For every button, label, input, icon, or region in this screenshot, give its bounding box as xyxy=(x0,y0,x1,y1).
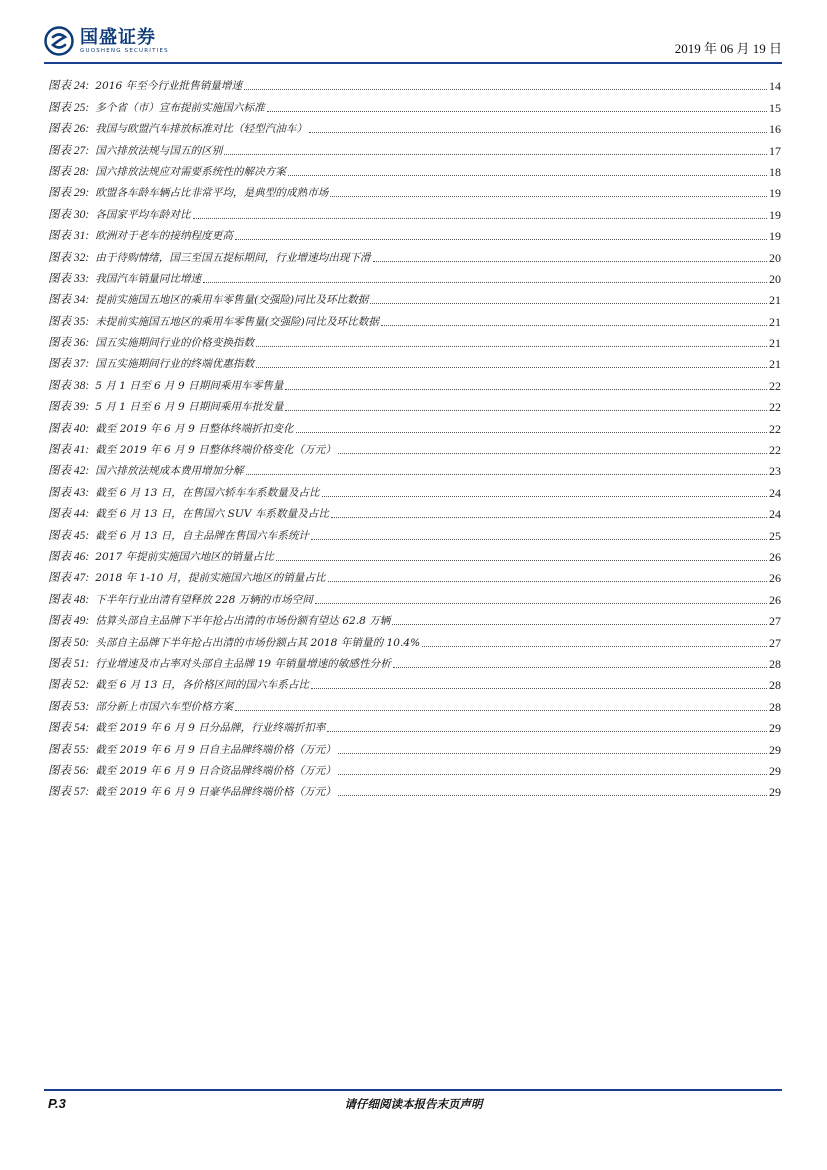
toc-entry-title: 截至 2019 年 6 月 9 日整体终端价格变化（万元） xyxy=(95,444,336,457)
toc-entry[interactable] xyxy=(48,586,781,607)
toc-entry-page: 20 xyxy=(769,271,781,286)
toc-entry[interactable] xyxy=(48,244,781,265)
toc-entry-page: 25 xyxy=(769,528,781,543)
toc-entry-label: 图表 29: xyxy=(48,187,90,200)
toc-entry-label: 图表 31: xyxy=(48,230,90,243)
toc-dot-leader xyxy=(330,195,767,197)
toc-entry-page: 22 xyxy=(769,378,781,393)
toc-entry[interactable] xyxy=(48,94,781,115)
toc-dot-leader xyxy=(381,324,767,326)
toc-entry[interactable] xyxy=(48,308,781,329)
toc-entry[interactable] xyxy=(48,715,781,736)
toc-entry[interactable] xyxy=(48,608,781,629)
toc-entry[interactable] xyxy=(48,458,781,479)
toc-dot-leader xyxy=(331,516,767,518)
disclaimer-notice: 请仔细阅读本报告末页声明 xyxy=(344,1097,483,1111)
toc-entry-label: 图表 32: xyxy=(48,251,90,264)
toc-entry-page: 22 xyxy=(769,421,781,436)
page-header xyxy=(44,22,782,62)
toc-entry-label: 图表 37: xyxy=(48,358,90,371)
toc-entry-title: 下半年行业出清有望释放 228 万辆的市场空间 xyxy=(95,593,313,606)
toc-entry-page: 27 xyxy=(769,635,781,650)
toc-entry-page: 23 xyxy=(769,464,781,479)
toc-entry-label: 图表 53: xyxy=(48,700,90,713)
toc-entry-page: 16 xyxy=(769,122,781,137)
guosheng-logo-icon xyxy=(44,26,74,56)
toc-entry-label: 图表 30: xyxy=(48,208,90,221)
toc-entry-page: 29 xyxy=(769,742,781,757)
toc-entry-title: 截至 6 月 13 日，各价格区间的国六车系占比 xyxy=(95,679,310,692)
toc-entry[interactable] xyxy=(48,479,781,500)
toc-dot-leader xyxy=(224,153,767,155)
toc-dot-leader xyxy=(315,602,767,604)
toc-dot-leader xyxy=(311,538,767,540)
toc-dot-leader xyxy=(392,623,767,625)
toc-dot-leader xyxy=(288,174,767,176)
toc-dot-leader xyxy=(256,345,767,347)
toc-entry-label: 图表 24: xyxy=(48,80,90,93)
toc-dot-leader xyxy=(338,773,767,775)
toc-entry-label: 图表 36: xyxy=(48,337,90,350)
toc-entry-title: 由于待购情绪，国三至国五提标期间，行业增速均出现下滑 xyxy=(95,251,371,264)
toc-entry-label: 图表 48: xyxy=(48,593,90,606)
toc-entry-label: 图表 38: xyxy=(48,379,90,392)
toc-entry-title: 欧洲对于老车的接纳程度更高 xyxy=(95,230,233,243)
header-divider xyxy=(44,62,782,64)
toc-entry-title: 估算头部自主品牌下半年抢占出清的市场份额有望达 62.8 万辆 xyxy=(95,615,391,628)
toc-entry-title: 未提前实施国五地区的乘用车零售量(交强险)同比及环比数据 xyxy=(95,315,379,328)
toc-entry-page: 21 xyxy=(769,336,781,351)
toc-dot-leader xyxy=(373,260,767,262)
toc-entry-label: 图表 28: xyxy=(48,165,90,178)
page-number: P.3 xyxy=(48,1096,66,1111)
toc-entry-title: 国五实施期间行业的价格变换指数 xyxy=(95,337,255,350)
toc-dot-leader xyxy=(285,388,767,390)
toc-entry-title: 截至 2019 年 6 月 9 日自主品牌终端价格（万元） xyxy=(95,743,336,756)
toc-dot-leader xyxy=(322,495,767,497)
toc-entry-label: 图表 45: xyxy=(48,529,90,542)
toc-entry[interactable] xyxy=(48,415,781,436)
toc-entry-label: 图表 50: xyxy=(48,636,90,649)
toc-dot-leader xyxy=(328,580,767,582)
report-date: 2019 年 06 月 19 日 xyxy=(674,41,782,56)
toc-dot-leader xyxy=(327,730,767,732)
toc-dot-leader xyxy=(193,217,767,219)
toc-entry-label: 图表 54: xyxy=(48,722,90,735)
toc-entry-label: 图表 47: xyxy=(48,572,90,585)
toc-dot-leader xyxy=(296,431,767,433)
toc-entry-label: 图表 49: xyxy=(48,615,90,628)
toc-entry-label: 图表 26: xyxy=(48,123,90,136)
toc-entry[interactable] xyxy=(48,522,781,543)
toc-entry-title: 国六排放法规应对需要系统性的解决方案 xyxy=(95,165,286,178)
toc-entry[interactable] xyxy=(48,758,781,779)
toc-entry-title: 我国与欧盟汽车排放标准对比（轻型汽油车） xyxy=(95,123,308,136)
toc-dot-leader xyxy=(246,473,767,475)
toc-entry-title: 行业增速及市占率对头部自主品牌 19 年销量增速的敏感性分析 xyxy=(95,657,391,670)
toc-entry-page: 21 xyxy=(769,357,781,372)
toc-entry[interactable] xyxy=(48,116,781,137)
toc-entry[interactable] xyxy=(48,159,781,180)
toc-entry-title: 截至 6 月 13 日，在售国六 SUV 车系数量及占比 xyxy=(95,508,329,521)
toc-entry[interactable] xyxy=(48,223,781,244)
toc-entry[interactable] xyxy=(48,437,781,458)
toc-entry[interactable] xyxy=(48,73,781,94)
toc-entry-title: 5 月 1 日至 6 月 9 日期间乘用车批发量 xyxy=(95,401,284,414)
brand-name-en: GUOSHENG SECURITIES xyxy=(80,47,169,54)
toc-dot-leader xyxy=(338,752,767,754)
toc-dot-leader xyxy=(235,238,767,240)
toc-entry-page: 28 xyxy=(769,699,781,714)
toc-entry-title: 截至 2019 年 6 月 9 日分品牌，行业终端折扣率 xyxy=(95,722,326,735)
toc-entry-page: 28 xyxy=(769,656,781,671)
toc-entry-page: 19 xyxy=(769,207,781,222)
toc-entry[interactable] xyxy=(48,629,781,650)
toc-entry[interactable] xyxy=(48,287,781,308)
toc-dot-leader xyxy=(338,794,767,796)
toc-entry-page: 20 xyxy=(769,250,781,265)
toc-dot-leader xyxy=(267,110,767,112)
toc-entry-label: 图表 57: xyxy=(48,786,90,799)
toc-entry-page: 19 xyxy=(769,186,781,201)
toc-entry-title: 部分新上市国六车型价格方案 xyxy=(95,700,233,713)
toc-entry-page: 27 xyxy=(769,614,781,629)
toc-dot-leader xyxy=(338,452,767,454)
toc-entry-title: 欧盟各车龄车辆占比非常平均，是典型的成熟市场 xyxy=(95,187,329,200)
toc-entry-title: 截至 2019 年 6 月 9 日合资品牌终端价格（万元） xyxy=(95,764,336,777)
toc-dot-leader xyxy=(244,88,767,90)
toc-dot-leader xyxy=(256,366,767,368)
toc-entry-label: 图表 55: xyxy=(48,743,90,756)
toc-entry[interactable] xyxy=(48,736,781,757)
toc-dot-leader xyxy=(422,645,767,647)
toc-dot-leader xyxy=(276,559,767,561)
toc-entry-label: 图表 35: xyxy=(48,315,90,328)
toc-dot-leader xyxy=(393,666,767,668)
toc-entry[interactable] xyxy=(48,201,781,222)
toc-dot-leader xyxy=(370,302,767,304)
toc-entry-page: 29 xyxy=(769,763,781,778)
toc-dot-leader xyxy=(285,409,767,411)
toc-dot-leader xyxy=(309,131,767,133)
toc-entry[interactable] xyxy=(48,672,781,693)
toc-entry-title: 截至 6 月 13 日，在售国六轿车车系数量及占比 xyxy=(95,486,320,499)
toc-entry-title: 各国家平均车龄对比 xyxy=(95,208,191,221)
toc-dot-leader xyxy=(203,281,767,283)
toc-entry[interactable] xyxy=(48,351,781,372)
toc-entry-title: 国六排放法规与国五的区别 xyxy=(95,144,223,157)
toc-entry-title: 多个省（市）宣布提前实施国六标准 xyxy=(95,101,265,114)
toc-entry[interactable] xyxy=(48,137,781,158)
toc-entry-page: 29 xyxy=(769,721,781,736)
toc-entry-label: 图表 44: xyxy=(48,508,90,521)
toc-entry-label: 图表 51: xyxy=(48,657,90,670)
toc-entry[interactable] xyxy=(48,266,781,287)
toc-entry-label: 图表 42: xyxy=(48,465,90,478)
toc-entry-label: 图表 39: xyxy=(48,401,90,414)
toc-entry-title: 我国汽车销量同比增速 xyxy=(95,272,202,285)
toc-entry-page: 21 xyxy=(769,293,781,308)
toc-entry[interactable] xyxy=(48,565,781,586)
toc-entry[interactable] xyxy=(48,330,781,351)
toc-entry-title: 国五实施期间行业的终端优惠指数 xyxy=(95,358,255,371)
toc-entry-label: 图表 43: xyxy=(48,486,90,499)
toc-entry-page: 21 xyxy=(769,314,781,329)
toc-entry-page: 14 xyxy=(769,79,781,94)
toc-entry-page: 19 xyxy=(769,229,781,244)
toc-entry-page: 18 xyxy=(769,164,781,179)
toc-entry-page: 17 xyxy=(769,143,781,158)
toc-entry-label: 图表 27: xyxy=(48,144,90,157)
toc-entry-page: 22 xyxy=(769,443,781,458)
footer-divider xyxy=(44,1089,782,1091)
company-logo xyxy=(44,24,169,58)
toc-entry[interactable] xyxy=(48,501,781,522)
toc-entry-page: 26 xyxy=(769,549,781,564)
toc-entry[interactable] xyxy=(48,779,781,800)
toc-entry[interactable] xyxy=(48,372,781,393)
figure-index-list xyxy=(48,73,781,800)
toc-entry-page: 26 xyxy=(769,571,781,586)
toc-entry-label: 图表 52: xyxy=(48,679,90,692)
toc-entry-page: 26 xyxy=(769,592,781,607)
brand-name-cn: 国盛证券 xyxy=(80,26,156,48)
toc-entry-title: 提前实施国五地区的乘用车零售量(交强险)同比及环比数据 xyxy=(95,294,369,307)
toc-entry[interactable] xyxy=(48,180,781,201)
toc-entry-label: 图表 25: xyxy=(48,101,90,114)
toc-entry-page: 24 xyxy=(769,507,781,522)
toc-dot-leader xyxy=(235,709,767,711)
toc-entry-label: 图表 33: xyxy=(48,272,90,285)
toc-entry-label: 图表 40: xyxy=(48,422,90,435)
toc-entry-title: 5 月 1 日至 6 月 9 日期间乘用车零售量 xyxy=(95,379,284,392)
toc-entry-title: 2018 年 1-10 月，提前实施国六地区的销量占比 xyxy=(95,572,326,585)
toc-dot-leader xyxy=(311,687,767,689)
toc-entry-title: 2017 年提前实施国六地区的销量占比 xyxy=(95,550,274,563)
toc-entry[interactable] xyxy=(48,693,781,714)
toc-entry-page: 15 xyxy=(769,100,781,115)
toc-entry-title: 截至 2019 年 6 月 9 日豪华品牌终端价格（万元） xyxy=(95,786,336,799)
toc-entry-page: 29 xyxy=(769,785,781,800)
toc-entry-label: 图表 34: xyxy=(48,294,90,307)
toc-entry[interactable] xyxy=(48,544,781,565)
toc-entry-title: 截至 2019 年 6 月 9 日整体终端折扣变化 xyxy=(95,422,294,435)
toc-entry[interactable] xyxy=(48,394,781,415)
toc-entry-title: 2016 年至今行业批售销量增速 xyxy=(95,80,243,93)
toc-entry-label: 图表 41: xyxy=(48,444,90,457)
toc-entry-title: 截至 6 月 13 日，自主品牌在售国六车系统计 xyxy=(95,529,310,542)
toc-entry-title: 头部自主品牌下半年抢占出清的市场份额占其 2018 年销量的 10.4% xyxy=(95,636,421,649)
toc-entry-title: 国六排放法规成本费用增加分解 xyxy=(95,465,244,478)
toc-entry-page: 22 xyxy=(769,400,781,415)
toc-entry-page: 24 xyxy=(769,485,781,500)
toc-entry-label: 图表 56: xyxy=(48,764,90,777)
toc-entry[interactable] xyxy=(48,651,781,672)
toc-entry-label: 图表 46: xyxy=(48,550,90,563)
toc-entry-page: 28 xyxy=(769,678,781,693)
